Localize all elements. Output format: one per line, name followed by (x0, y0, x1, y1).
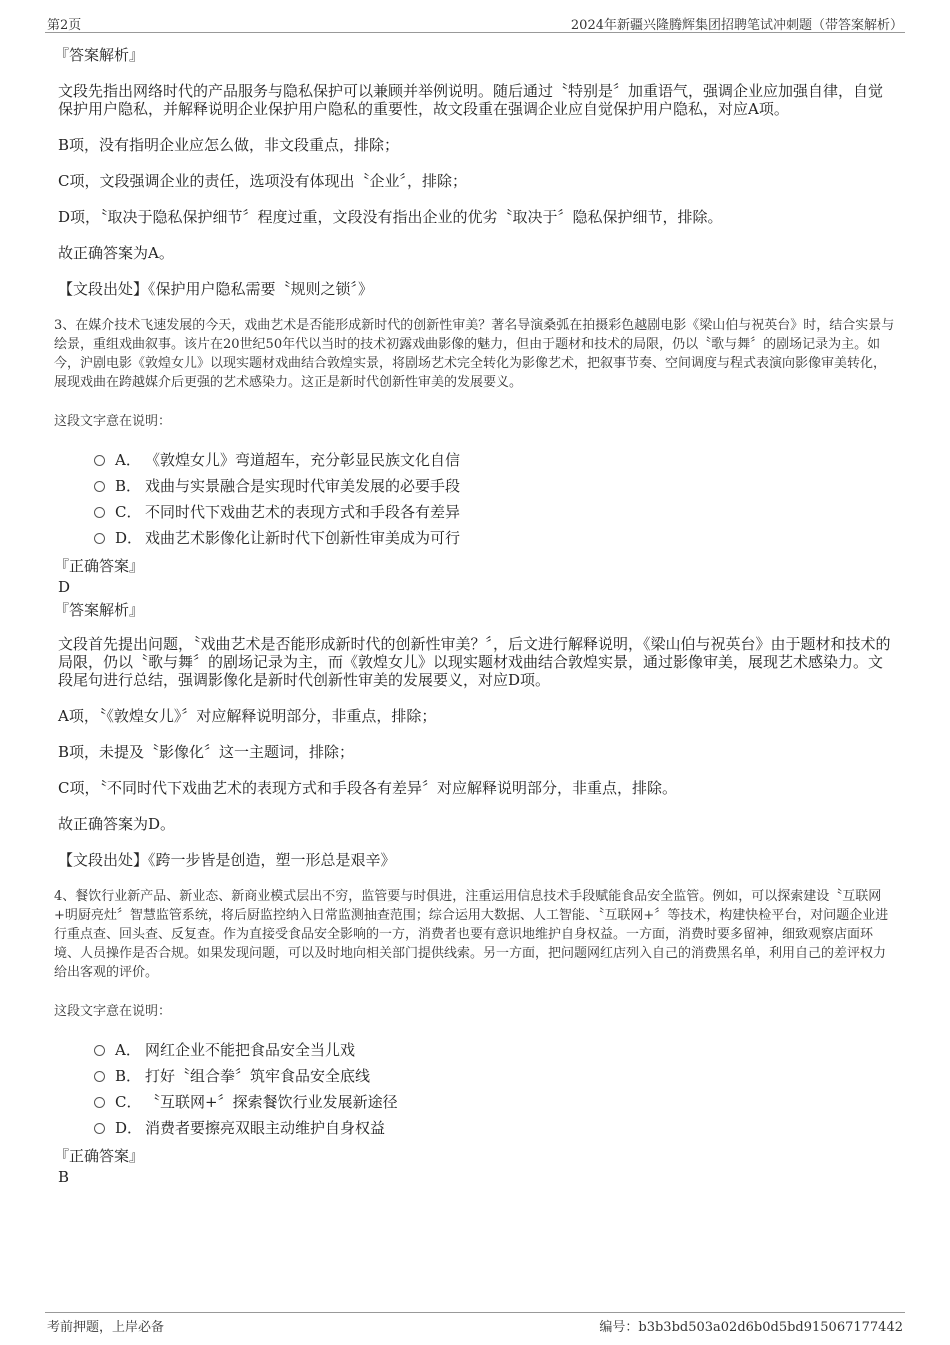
analysis-label: 『答案解析』 (54, 46, 145, 64)
passage-source: 【文段出处】《保护用户隐私需要〝规则之锁〞》 (58, 280, 374, 298)
page-footer (45, 1312, 905, 1335)
option-c[interactable] (94, 499, 896, 525)
radio-icon[interactable] (94, 1097, 105, 1108)
radio-icon[interactable] (94, 507, 105, 518)
option-text: 打好〝组合拳〞筑牢食品安全底线 (145, 1067, 371, 1085)
option-letter: C． (115, 503, 142, 521)
analysis-paragraph: 文段首先提出问题，〝戏曲艺术是否能形成新时代的创新性审美？〞，后文进行解释说明，《梁山伯与祝英台》由于题材和技术的局限，仍以〝歌与舞〞的剧场记录为主，而《敦煌女儿》以现实题材戏曲结合敦煌实景，通过影像审美，展现艺术感染力。文段尾句进行总结，强调影像化是新时代创新性审美的发展要义，对应D项。 (58, 635, 891, 689)
radio-icon[interactable] (94, 455, 105, 466)
page-header (45, 12, 905, 33)
question-prompt: 这段文字意在说明： (54, 414, 172, 429)
footer-slogan: 考前押题，上岸必备 (47, 1320, 165, 1335)
option-letter: D． (115, 529, 143, 547)
option-d[interactable] (94, 525, 896, 551)
option-text: 戏曲与实景融合是实现时代审美发展的必要手段 (145, 477, 461, 495)
option-text: 消费者要擦亮双眼主动维护自身权益 (145, 1119, 386, 1137)
analysis-paragraph: C项，〝不同时代下戏曲艺术的表现方式和手段各有差异〞对应解释说明部分，非重点，排除。 (58, 779, 677, 797)
page-content (54, 44, 896, 1189)
question-stem: 4、餐饮行业新产品、新业态、新商业模式层出不穷，监管要与时俱进，注重运用信息技术手段赋能食品安全监管。例如，可以探索建设〝互联网+明厨亮灶〞智慧监管系统，将后厨监控纳入日常监测抽查范围；综合运用大数据、人工智能、〝互联网+〞等技术，构建快检平台，对问题企业进行重点查、回头查、反复查。作为直接受食品安全影响的一方，消费者也要有意识地维护自身权益。一方面，消费时要多留神，细致观察店面环境、人员操作是否合规。如果发现问题，可以及时地向相关部门提供线索。另一方面，把问题网红店列入自己的消费黑名单，利用自己的差评权力给出客观的评价。 (54, 889, 889, 980)
question-stem: 3、在媒介技术飞速发展的今天，戏曲艺术是否能形成新时代的创新性审美？著名导演桑弧在拍摄彩色越剧电影《梁山伯与祝英台》时，结合实景与绘景，重组戏曲叙事。该片在20世纪50年代以当时的技术初露戏曲影像的魅力，但由于题材和技术的局限，仍以〝歌与舞〞的剧场记录为主。如今，沪剧电影《敦煌女儿》以现实题材戏曲结合敦煌实景，将剧场艺术完全转化为影像艺术，把叙事节奏、空间调度与程式表演向影像审美转化，展现戏曲在跨越媒介后更强的艺术感染力。这正是新时代创新性审美的发展要义。 (54, 318, 895, 390)
option-text: 《敦煌女儿》弯道超车，充分彰显民族文化自信 (145, 451, 461, 469)
analysis-conclusion: 故正确答案为D。 (58, 815, 176, 833)
option-d[interactable] (94, 1115, 896, 1141)
correct-answer: B (58, 1168, 70, 1186)
option-list (94, 1037, 896, 1141)
option-letter: A． (115, 1041, 141, 1059)
analysis-paragraph: C项，文段强调企业的责任，选项没有体现出〝企业〞，排除； (58, 172, 467, 190)
document-title: 2024年新疆兴隆腾辉集团招聘笔试冲刺题（带答案解析） (570, 18, 903, 33)
correct-answer: D (58, 578, 71, 596)
analysis-paragraph: A项，〝《敦煌女儿》〞对应解释说明部分，非重点，排除； (58, 707, 437, 725)
page-number: 第2页 (47, 18, 82, 33)
option-b[interactable] (94, 473, 896, 499)
correct-answer-label: 『正确答案』 (54, 1147, 145, 1165)
option-letter: C． (115, 1093, 142, 1111)
option-c[interactable] (94, 1089, 896, 1115)
option-b[interactable] (94, 1063, 896, 1089)
analysis-paragraph: B项，没有指明企业应怎么做，非文段重点，排除； (58, 136, 400, 154)
analysis-label: 『答案解析』 (54, 601, 145, 619)
option-letter: A． (115, 451, 141, 469)
radio-icon[interactable] (94, 1123, 105, 1134)
option-a[interactable] (94, 1037, 896, 1063)
option-letter: B． (115, 1067, 142, 1085)
analysis-paragraph: 文段先指出网络时代的产品服务与隐私保护可以兼顾并举例说明。随后通过〝特别是〞加重语气，强调企业应加强自律，自觉保护用户隐私，并解释说明企业保护用户隐私的重要性，故文段重在强调企业应自觉保护用户隐私，对应A项。 (58, 82, 884, 118)
passage-source: 【文段出处】《跨一步皆是创造，塑一形总是艰辛》 (58, 851, 396, 869)
analysis-paragraph: B项，未提及〝影像化〞这一主题词，排除； (58, 743, 355, 761)
option-list (94, 447, 896, 551)
analysis-paragraph: D项，〝取决于隐私保护细节〞程度过重，文段没有指出企业的优劣〝取决于〞隐私保护细节，排除。 (58, 208, 723, 226)
option-text: 网红企业不能把食品安全当儿戏 (145, 1041, 356, 1059)
option-text: 〝互联网+〞探索餐饮行业发展新途径 (145, 1093, 398, 1111)
analysis-conclusion: 故正确答案为A。 (58, 244, 174, 262)
option-letter: D． (115, 1119, 143, 1137)
radio-icon[interactable] (94, 1045, 105, 1056)
option-text: 戏曲艺术影像化让新时代下创新性审美成为可行 (145, 529, 461, 547)
radio-icon[interactable] (94, 533, 105, 544)
option-text: 不同时代下戏曲艺术的表现方式和手段各有差异 (145, 503, 461, 521)
radio-icon[interactable] (94, 481, 105, 492)
option-letter: B． (115, 477, 142, 495)
correct-answer-label: 『正确答案』 (54, 557, 145, 575)
option-a[interactable] (94, 447, 896, 473)
question-prompt: 这段文字意在说明： (54, 1004, 172, 1019)
document-serial: 编号：b3b3bd503a02d6b0d5bd915067177442 (599, 1320, 903, 1335)
radio-icon[interactable] (94, 1071, 105, 1082)
